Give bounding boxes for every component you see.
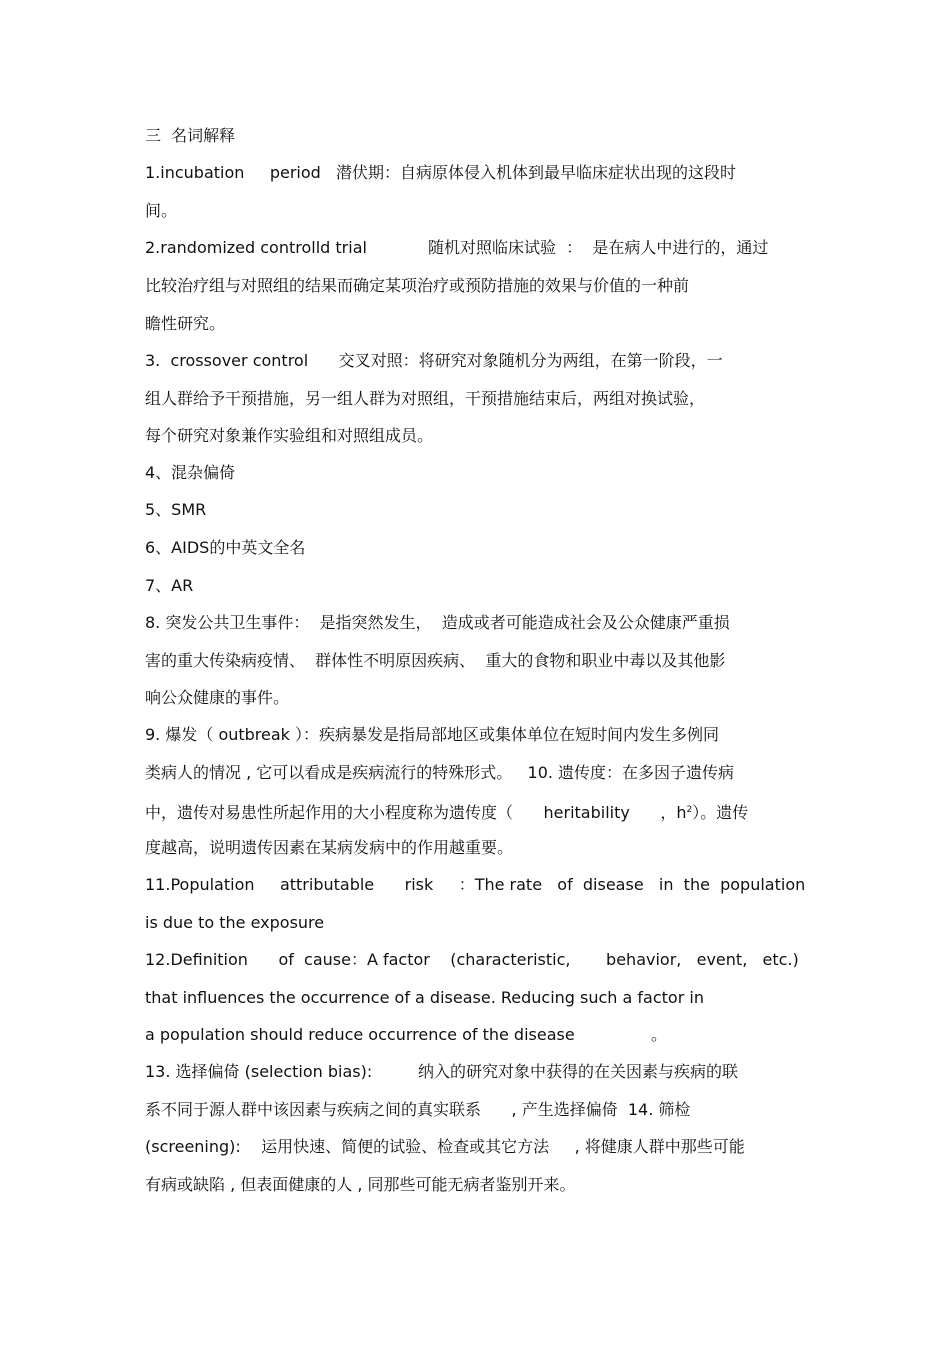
text-line: 有病或缺陷 , 但表面健康的人 , 同那些可能无病者鉴别开来。: [145, 1175, 576, 1194]
section-heading: 三 名词解释: [145, 126, 236, 145]
text-line: 系不同于源人群中该因素与疾病之间的真实联系 , 产生选择偏倚 14. 筛检: [145, 1100, 691, 1119]
text-segment: ）。遗传: [692, 803, 749, 822]
text-line: 9. 爆发（ outbreak ）：疾病暴发是指局部地区或集体单位在短时间内发生多例同: [145, 725, 720, 744]
text-line: 响公众健康的事件。: [145, 688, 290, 707]
text-line: 每个研究对象兼作实验组和对照组成员。: [145, 426, 434, 445]
text-line: 5、SMR: [145, 500, 207, 519]
text-line: 6、AIDS的中英文全名: [145, 538, 306, 557]
text-line: 间。: [145, 201, 178, 220]
superscript: 2: [686, 805, 693, 815]
text-line: 1.incubation period 潜伏期：自病原体侵入机体到最早临床症状出现的这段时: [145, 163, 737, 182]
text-line: 瞻性研究。: [145, 314, 226, 333]
text-line: [145, 800, 748, 823]
text-line: that influences the occurrence of a disease. Reducing such a factor in: [145, 988, 704, 1007]
text-line: is due to the exposure: [145, 913, 325, 932]
text-line: 度越高，说明遗传因素在某病发病中的作用越重要。: [145, 838, 514, 857]
text-line: 比较治疗组与对照组的结果而确定某项治疗或预防措施的效果与价值的一种前: [145, 276, 690, 295]
text-line: 害的重大传染病疫情、 群体性不明原因疾病、 重大的食物和职业中毒以及其他影: [145, 651, 726, 670]
text-line: 3. crossover control 交叉对照：将研究对象随机分为两组，在第一阶段，一: [145, 351, 723, 370]
text-line: 组人群给予干预措施，另一组人群为对照组，干预措施结束后，两组对换试验，: [145, 389, 706, 408]
text-line: 8. 突发公共卫生事件： 是指突然发生， 造成或者可能造成社会及公众健康严重损: [145, 613, 730, 632]
text-line: 类病人的情况 , 它可以看成是疾病流行的特殊形式。 10. 遗传度：在多因子遗传病: [145, 763, 735, 782]
text-line: a population should reduce occurrence of the disease 。: [145, 1025, 667, 1044]
text-line: 7、AR: [145, 576, 194, 595]
text-line: 4、混杂偏倚: [145, 463, 236, 482]
text-line: 13. 选择偏倚 (selection bias): 纳入的研究对象中获得的在关因素与疾病的联: [145, 1062, 739, 1081]
text-line: 12.Definition of cause：A factor (characteristic, behavior, event, etc.): [145, 950, 799, 969]
text-line: 11.Population attributable risk ：The rate of disease in the population: [145, 875, 806, 894]
text-line: (screening): 运用快速、简便的试验、检查或其它方法 , 将健康人群中那些可能: [145, 1137, 745, 1156]
text-segment: 中，遗传对易患性所起作用的大小程度称为遗传度（ heritability ，h: [145, 803, 687, 822]
text-line: 2.randomized controlld trial 随机对照临床试验 ： 是在病人中进行的，通过: [145, 238, 769, 257]
